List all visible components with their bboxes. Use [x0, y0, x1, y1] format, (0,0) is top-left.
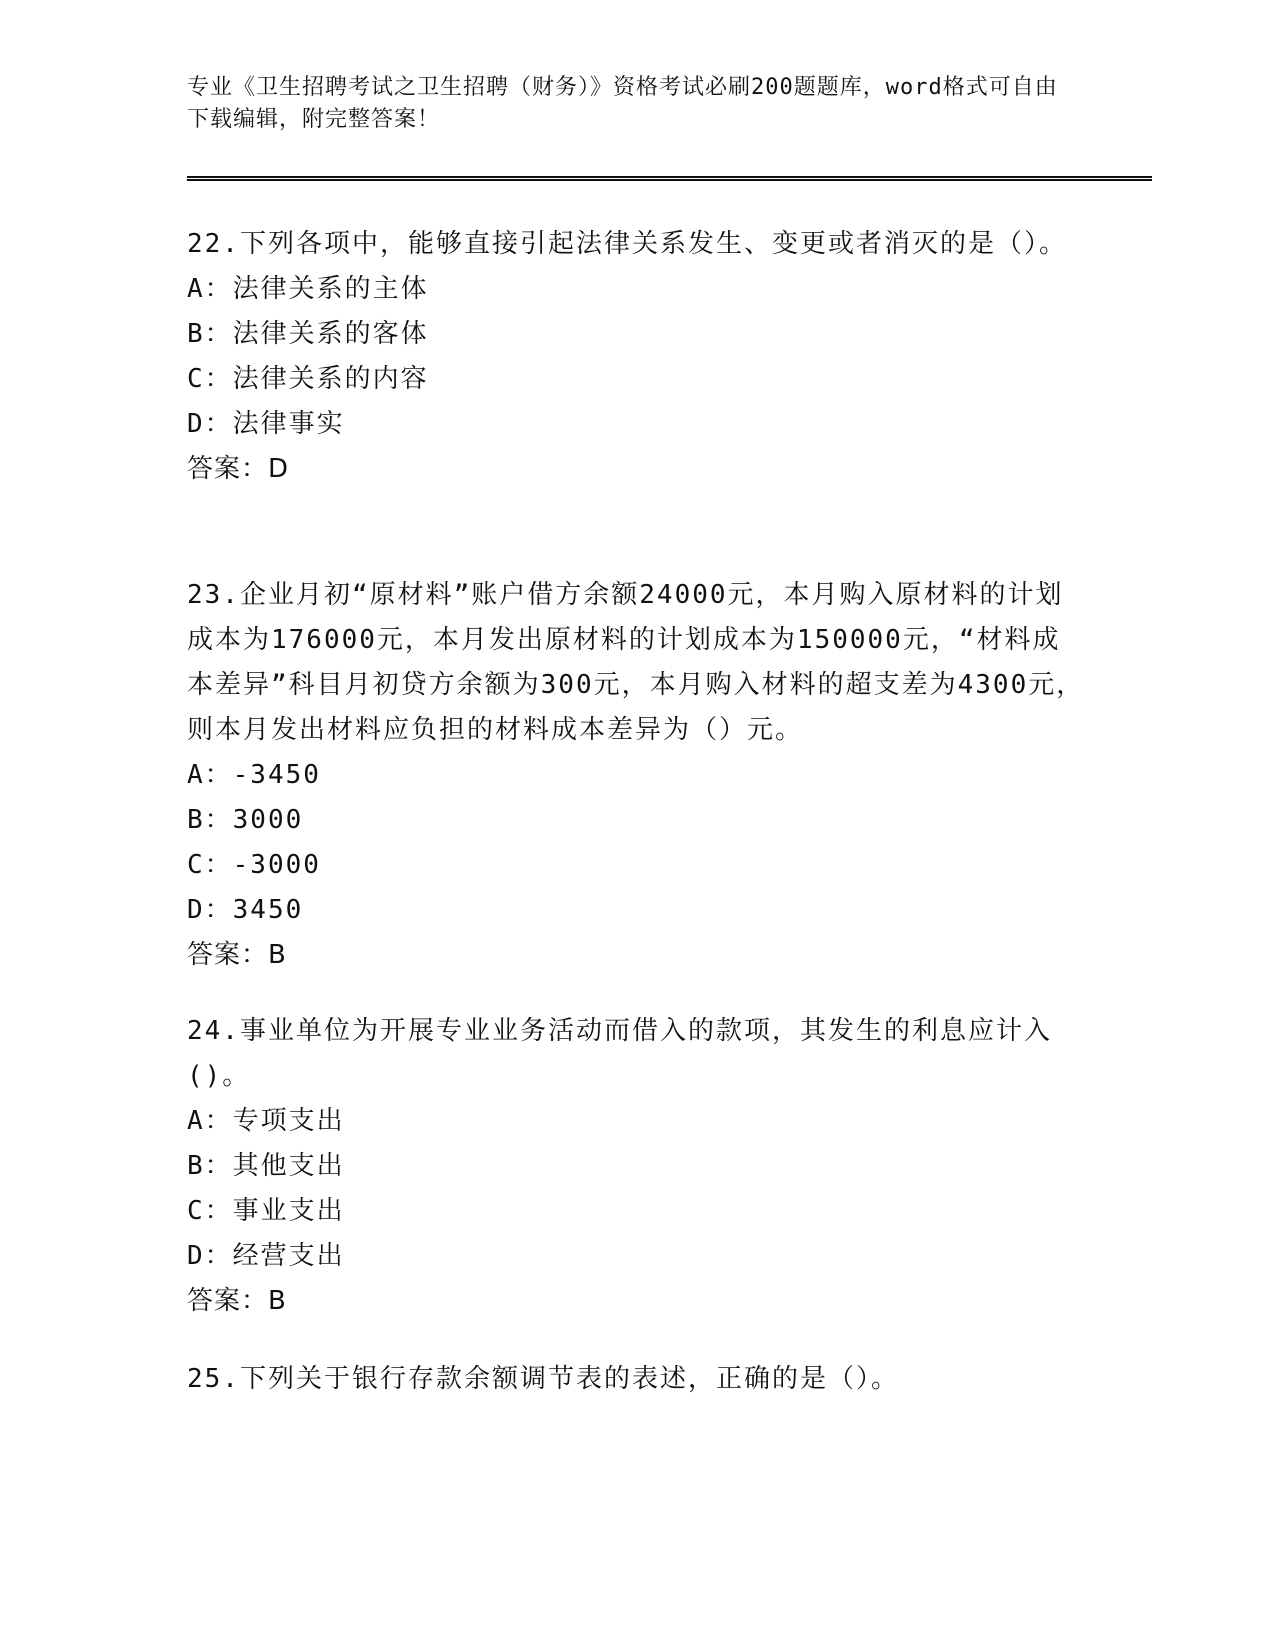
header-text: 专业《卫生招聘考试之卫生招聘（财务）》资格考试必刷200题题库，word格式可自由下载编辑，附完整答案！	[187, 75, 1058, 132]
document-header	[187, 72, 1067, 136]
question-25	[187, 1357, 1087, 1402]
question-number: 22.	[187, 229, 240, 259]
question-22	[187, 222, 1087, 492]
option-d: D：经营支出	[187, 1241, 345, 1271]
question-number: 24.	[187, 1016, 240, 1046]
option-b: B：其他支出	[187, 1151, 345, 1181]
question-stem: 事业单位为开展专业业务活动而借入的款项，其发生的利息应计入()。	[187, 1016, 1052, 1091]
question-23	[187, 573, 1087, 978]
question-text	[187, 222, 1087, 267]
option-a: A：-3450	[187, 760, 321, 790]
option-b: B：3000	[187, 805, 304, 835]
answer: 答案：B	[187, 940, 287, 970]
option-a: A：法律关系的主体	[187, 274, 429, 304]
option-c: C：法律关系的内容	[187, 364, 429, 394]
question-text	[187, 573, 1087, 753]
question-24	[187, 1009, 1087, 1324]
question-text	[187, 1009, 1087, 1099]
question-number: 25.	[187, 1364, 240, 1394]
question-number: 23.	[187, 580, 240, 610]
option-d: D：法律事实	[187, 409, 345, 439]
option-c: C：-3000	[187, 850, 321, 880]
option-c: C：事业支出	[187, 1196, 345, 1226]
question-stem: 下列关于银行存款余额调节表的表述，正确的是（）。	[239, 1364, 899, 1394]
option-a: A：专项支出	[187, 1106, 345, 1136]
header-divider	[187, 176, 1152, 181]
question-stem: 企业月初“原材料”账户借方余额24000元，本月购入原材料的计划成本为176000元，本月发出原材料的计划成本为150000元，“材料成本差异”科目月初贷方余额为300元，本月购入材料的超支差为4300元，则本月发出材料应负担的材料成本差异为（）元。	[187, 580, 1085, 745]
option-b: B：法律关系的客体	[187, 319, 429, 349]
option-d: D：3450	[187, 895, 304, 925]
answer: 答案：D	[187, 454, 290, 484]
answer: 答案：B	[187, 1286, 287, 1316]
question-text	[187, 1357, 1087, 1402]
question-stem: 下列各项中，能够直接引起法律关系发生、变更或者消灭的是（）。	[239, 229, 1067, 259]
